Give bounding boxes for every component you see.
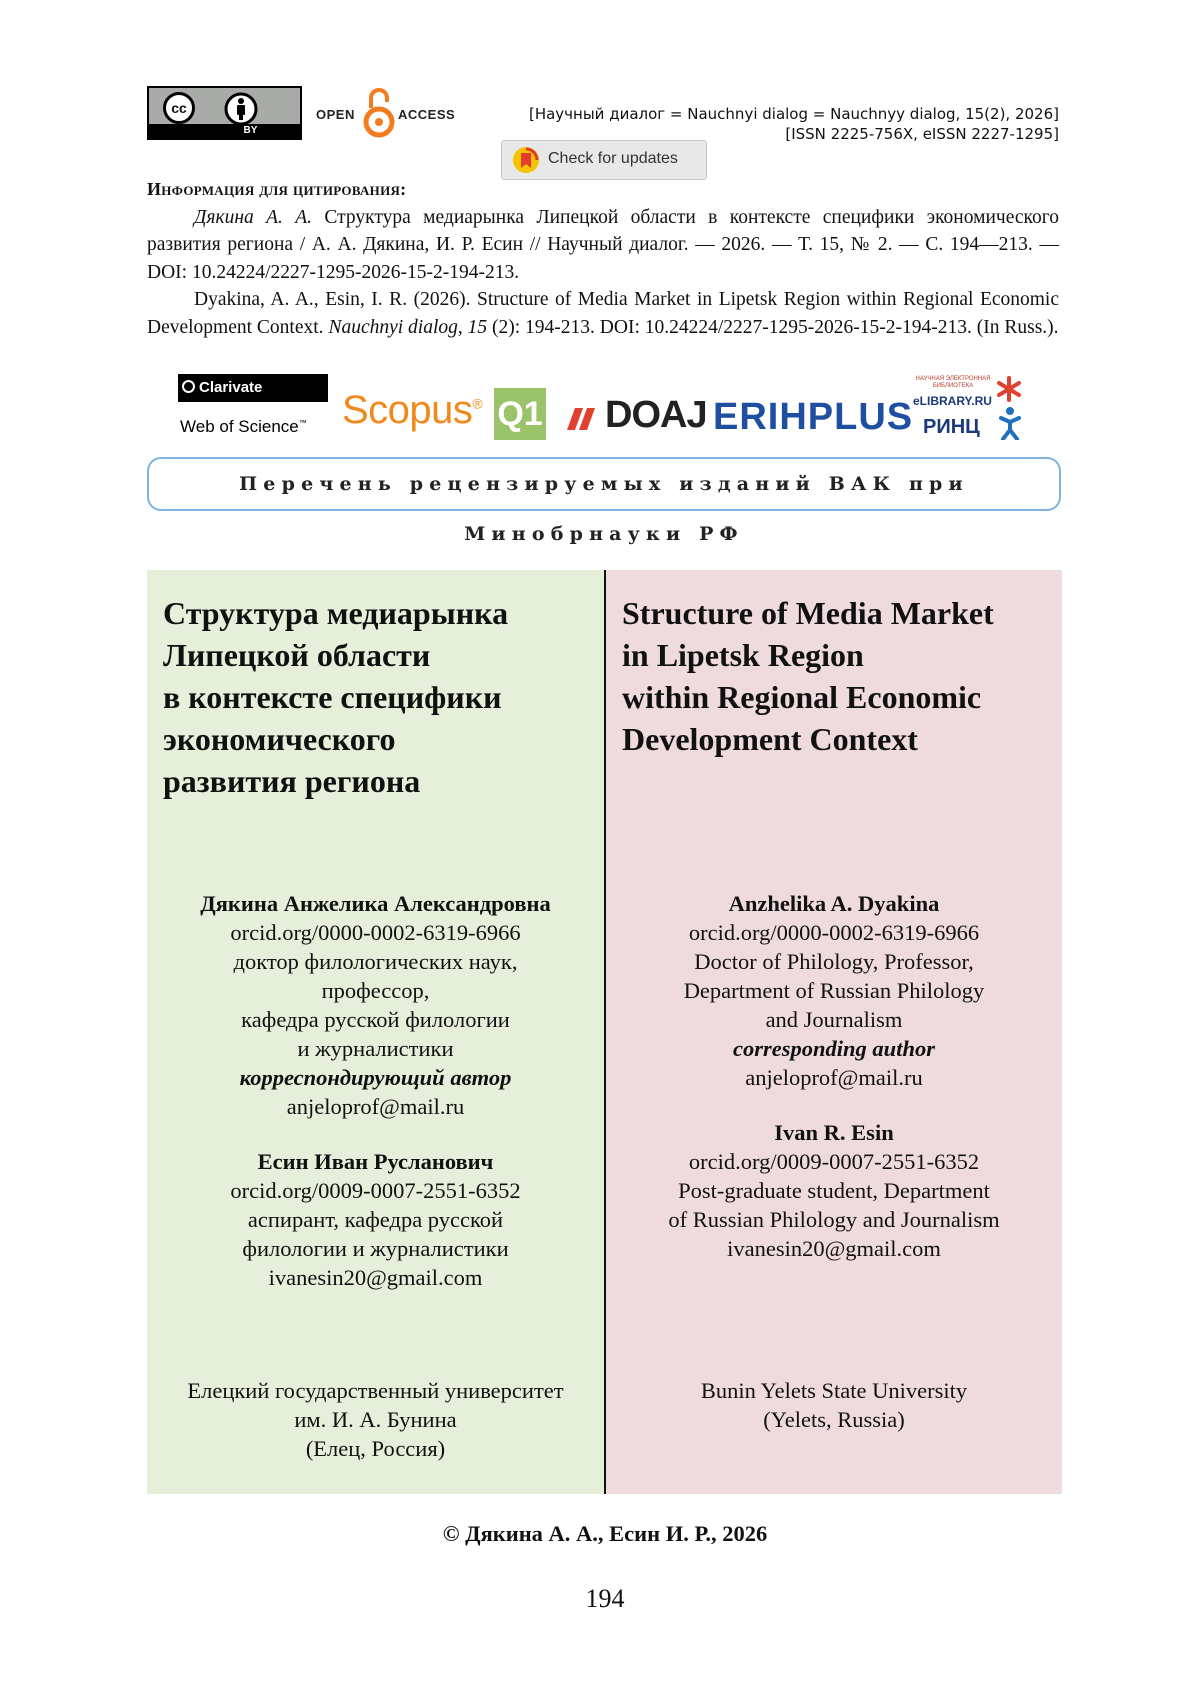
author1-ru-name: Дякина Анжелика Александровна (200, 891, 551, 916)
copyright-line: © Дякина А. А., Есин И. Р., 2026 (442, 1521, 768, 1546)
author2-en-email[interactable]: ivanesin20@gmail.com (727, 1236, 941, 1261)
doaj-logo[interactable]: DOAJ (605, 394, 707, 436)
page-number: 194 (585, 1584, 625, 1613)
check-for-updates-label: Check for updates (548, 150, 678, 167)
author1-en-position: and Journalism (765, 1007, 903, 1032)
person-icon (999, 406, 1021, 440)
author1-ru-corresponding: корреспондирующий автор (239, 1065, 512, 1090)
q1-badge[interactable]: Q1 (494, 388, 546, 440)
author2-ru-name: Есин Иван Русланович (257, 1149, 494, 1174)
author1-en-name: Anzhelika A. Dyakina (728, 891, 940, 916)
author1-ru (147, 889, 604, 1121)
rinc-label: РИНЦ (923, 416, 980, 438)
attribution-icon (223, 91, 259, 127)
citation-block (147, 176, 1059, 341)
scopus-label: Scopus (342, 388, 473, 432)
author2-ru-position: филологии и журналистики (242, 1236, 509, 1261)
scopus-reg: ® (472, 395, 483, 412)
citation-en-text-2: (2): 194-213. DOI: 10.24224/2227-1295-2026-15-2-194-213. (In Russ.). (487, 316, 1059, 338)
cc-by-license-badge[interactable] (147, 86, 302, 140)
citation-heading: Информация для цитирования: (147, 179, 407, 199)
author1-ru-position: и журналистики (297, 1036, 454, 1061)
open-access-right: ACCESS (398, 107, 456, 122)
author1-en (606, 889, 1062, 1092)
author2-ru-position: аспирант, кафедра русской (247, 1207, 504, 1232)
clarivate-mark-icon (182, 380, 195, 393)
author1-ru-position: профессор, (321, 978, 430, 1003)
author2-en-name: Ivan R. Esin (774, 1120, 894, 1145)
citation-en-journal: Nauchnyi dialog, 15 (328, 316, 488, 338)
article-title-en (622, 592, 1052, 760)
open-access-left: OPEN (316, 107, 355, 122)
title-ru-line: развития региона (163, 763, 421, 799)
title-ru-line: Структура медиарынка (163, 595, 509, 631)
cc-icon: cc (163, 92, 195, 124)
affiliation-en-line: (Yelets, Russia) (763, 1407, 905, 1432)
web-of-science-logo[interactable] (180, 417, 307, 437)
author2-en-position: Post-graduate student, Department (678, 1178, 990, 1203)
author1-ru-email[interactable]: anjeloprof@mail.ru (286, 1094, 465, 1119)
author1-en-corresponding: corresponding author (733, 1036, 935, 1061)
title-en-line: Structure of Media Market (622, 595, 994, 631)
author2-ru-orcid[interactable]: orcid.org/0009-0007-2551-6352 (230, 1178, 521, 1203)
elibrary-top-caption: НАУЧНАЯ ЭЛЕКТРОННАЯ БИБЛИОТЕКА (915, 376, 991, 389)
title-ru-line: в контексте специфики (163, 679, 502, 715)
elibrary-label: eLIBRARY.RU (913, 394, 992, 408)
scopus-logo[interactable] (342, 388, 482, 433)
author1-ru-orcid[interactable]: orcid.org/0000-0002-6319-6966 (230, 920, 521, 945)
asterisk-icon (996, 376, 1022, 402)
author1-ru-position: доктор филологических наук, (233, 949, 518, 974)
affiliation-ru-line: (Елец, Россия) (305, 1436, 446, 1461)
author2-ru (147, 1147, 604, 1292)
title-en-line: Development Context (622, 721, 918, 757)
title-ru-line: экономического (163, 721, 396, 757)
elibrary-rinc-logo[interactable] (913, 376, 1023, 442)
author1-en-position: Doctor of Philology, Professor, (694, 949, 974, 974)
citation-ru (147, 204, 1059, 287)
citation-ru-text: Структура медиарынка Липецкой области в контексте специфики экономического развития региона / А. А. Дякина, И. Р. Есин // Научный диалог. — 2026. — Т. 15, № 2. — С. 194—213. — DOI: 10.24224/2227-1295-2026-15-2-194-213. (147, 206, 1059, 283)
article-title-ru (163, 592, 593, 802)
author1-ru-position: кафедра русской филологии (241, 1007, 510, 1032)
title-en-line: in Lipetsk Region (622, 637, 864, 673)
author2-en (606, 1118, 1062, 1263)
journal-reference (529, 104, 1059, 144)
web-of-science-label: Web of Science (180, 417, 299, 436)
citation-en (147, 286, 1059, 341)
affiliation-ru-line: им. И. А. Бунина (294, 1407, 457, 1432)
affiliation-en-line: Bunin Yelets State University (700, 1378, 968, 1403)
affiliation-en (606, 1376, 1062, 1434)
affiliation-ru (147, 1376, 604, 1463)
affiliation-ru-line: Елецкий государственный университет (187, 1378, 564, 1403)
bookmark-update-icon (512, 146, 540, 174)
title-ru-line: Липецкой области (163, 637, 431, 673)
journal-ref-line2: [ISSN 2225-756X, eISSN 2227-1295] (785, 125, 1059, 143)
author2-en-position: of Russian Philology and Journalism (668, 1207, 1000, 1232)
clarivate-label: Clarivate (199, 379, 263, 396)
author1-en-email[interactable]: anjeloprof@mail.ru (745, 1065, 923, 1090)
author1-en-position: Department of Russian Philology (683, 978, 985, 1003)
author1-en-orcid[interactable]: orcid.org/0000-0002-6319-6966 (688, 920, 980, 945)
open-lock-icon (362, 86, 396, 140)
journal-ref-line1: [Научный диалог = Nauchnyi dialog = Nauchnyy dialog, 15(2), 2026] (528, 105, 1059, 123)
erihplus-logo[interactable]: ERIHPLUS (713, 396, 914, 438)
title-en-line: within Regional Economic (622, 679, 982, 715)
clarivate-logo[interactable] (178, 374, 328, 402)
open-access-logo (316, 86, 456, 140)
check-for-updates-button[interactable] (501, 140, 707, 180)
doaj-mark-icon (565, 404, 601, 437)
web-of-science-tm: ™ (298, 418, 307, 428)
vak-list-banner: Перечень рецензируемых изданий ВАК при Минобрнауки РФ (147, 457, 1061, 511)
citation-en-text-1: Dyakina, A. A., Esin, I. R. (2026). Structure of Media Market in Lipetsk Region within Regional Economic Development Context. (147, 289, 1059, 338)
citation-ru-author: Дякина А. А. (194, 206, 313, 228)
license-label: BY (243, 125, 258, 136)
author2-ru-email[interactable]: ivanesin20@gmail.com (268, 1265, 483, 1290)
author2-en-orcid[interactable]: orcid.org/0009-0007-2551-6352 (688, 1149, 980, 1174)
